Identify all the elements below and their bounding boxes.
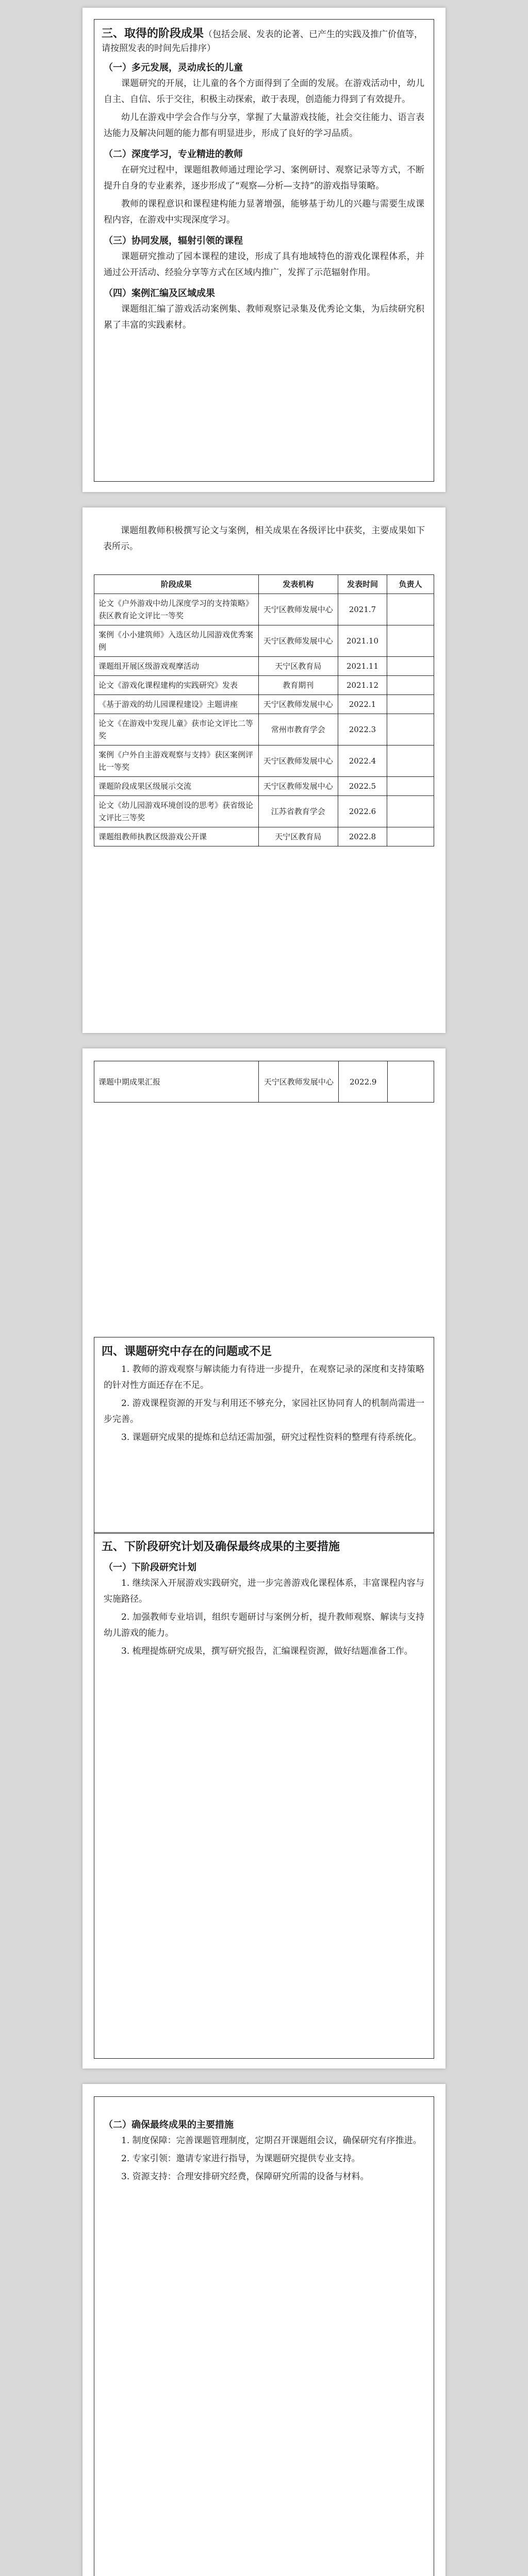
result-org: 教育期刊 bbox=[258, 676, 338, 695]
subsection-3-2-para: 教师的课程意识和课程建构能力显著增强，能够基于幼儿的兴趣与需要生成课程内容，在游戏中实现深度学习。 bbox=[104, 199, 424, 225]
page-1 bbox=[82, 8, 446, 492]
section-5-cell bbox=[94, 1532, 434, 2059]
result-date: 2022.5 bbox=[338, 777, 387, 796]
subsection-3-2-para: 在研究过程中，课题组教师通过理论学习、案例研讨、观察记录等方式，不断提升自身的专业素养，逐步形成了“观察—分析—支持”的游戏指导策略。 bbox=[104, 165, 424, 191]
result-person bbox=[387, 714, 434, 745]
section-3-header bbox=[94, 20, 434, 56]
subsection-3-3-title: （三）协同发展，辐射引领的课程 bbox=[104, 235, 243, 246]
table-row bbox=[94, 714, 434, 745]
result-name: 论文《游戏化课程建构的实践研究》发表 bbox=[94, 676, 259, 695]
page-4 bbox=[82, 2084, 446, 2576]
result-date: 2022.1 bbox=[338, 695, 387, 714]
result-org: 天宁区教师发展中心 bbox=[258, 625, 338, 657]
result-name: 课题组教师执教区级游戏公开课 bbox=[94, 827, 259, 846]
subsection-5-2-para: 2. 专家引领：邀请专家进行指导，为课题研究提供专业支持。 bbox=[121, 2154, 360, 2164]
result-person bbox=[387, 676, 434, 695]
result-person bbox=[387, 796, 434, 827]
section-3-tail-para: 课题组教师积极撰写论文与案例，相关成果在各级评比中获奖，主要成果如下表所示。 bbox=[103, 526, 425, 552]
table-row bbox=[94, 796, 434, 827]
result-name: 论文《在游戏中发现儿童》获市论文评比二等奖 bbox=[94, 714, 259, 745]
table-row bbox=[94, 695, 434, 714]
page-3 bbox=[82, 1048, 446, 2069]
result-date: 2022.9 bbox=[339, 1061, 388, 1103]
result-name: 论文《户外游戏中幼儿深度学习的支持策略》获区教育论文评比一等奖 bbox=[94, 594, 259, 625]
subsection-5-2-title: （二）确保最终成果的主要措施 bbox=[104, 2120, 234, 2130]
result-date: 2021.12 bbox=[338, 676, 387, 695]
result-name: 案例《户外自主游戏观察与支持》获区案例评比一等奖 bbox=[94, 745, 259, 777]
result-date: 2021.7 bbox=[338, 594, 387, 625]
result-org: 天宁区教师发展中心 bbox=[258, 695, 338, 714]
result-date: 2022.8 bbox=[338, 827, 387, 846]
subsection-5-1-para: 3. 梳理提炼研究成果，撰写研究报告，汇编课程资源，做好结题准备工作。 bbox=[121, 1646, 413, 1656]
subsection-5-2-para: 3. 资源支持：合理安排研究经费，保障研究所需的设备与材料。 bbox=[121, 2172, 369, 2182]
result-name: 课题阶段成果区级展示交流 bbox=[94, 777, 259, 796]
table-row bbox=[94, 594, 434, 625]
section-4-cell bbox=[94, 1337, 434, 1534]
result-name: 课题组开展区级游戏观摩活动 bbox=[94, 657, 259, 676]
table-row bbox=[94, 625, 434, 657]
section-3-title: 三、取得的阶段成果 bbox=[102, 27, 204, 40]
result-name: 《基于游戏的幼儿园课程建设》主题讲座 bbox=[94, 695, 259, 714]
subsection-3-4-title: （四）案例汇编及区域成果 bbox=[104, 288, 215, 299]
section-4-para: 1. 教师的游戏观察与解读能力有待进一步提升，在观察记录的深度和支持策略的针对性方面还存在不足。 bbox=[104, 1364, 424, 1391]
result-name: 课题中期成果汇报 bbox=[94, 1061, 259, 1103]
result-org: 天宁区教育局 bbox=[258, 657, 338, 676]
subsection-5-1-title: （一）下阶段研究计划 bbox=[104, 1562, 196, 1573]
section-4-para: 2. 游戏课程资源的开发与利用还不够充分，家园社区协同育人的机制尚需进一步完善。 bbox=[104, 1398, 424, 1425]
result-date: 2021.10 bbox=[338, 625, 387, 657]
section-4-para: 3. 课题研究成果的提炼和总结还需加强，研究过程性资料的整理有待系统化。 bbox=[121, 1432, 422, 1443]
result-date: 2022.4 bbox=[338, 745, 387, 777]
subsection-5-1-para: 2. 加强教师专业培训，组织专题研讨与案例分析，提升教师观察、解读与支持幼儿游戏的能力。 bbox=[104, 1612, 424, 1638]
subsection-3-2-title: （二）深度学习，专业精进的教师 bbox=[104, 149, 243, 160]
result-org: 天宁区教师发展中心 bbox=[258, 777, 338, 796]
table-row bbox=[94, 1061, 434, 1103]
header-person: 负责人 bbox=[387, 575, 434, 594]
result-person bbox=[387, 745, 434, 777]
table-row bbox=[94, 777, 434, 796]
result-date: 2022.6 bbox=[338, 796, 387, 827]
result-org: 常州市教育学会 bbox=[258, 714, 338, 745]
results-table bbox=[94, 574, 434, 846]
section-3-note: （包括会展、发表的论著、已产生的实践及推广价值等，请按照发表的时间先后排序） bbox=[102, 29, 423, 54]
header-result: 阶段成果 bbox=[94, 575, 259, 594]
result-person bbox=[387, 695, 434, 714]
result-org: 天宁区教师发展中心 bbox=[259, 1061, 339, 1103]
subsection-3-3-para: 课题研究推动了园本课程的建设，形成了具有地域特色的游戏化课程体系，并通过公开活动、经验分享等方式在区域内推广，发挥了示范辐射作用。 bbox=[104, 251, 424, 278]
header-date: 发表时间 bbox=[338, 575, 387, 594]
subsection-3-1-title: （一）多元发展，灵动成长的儿童 bbox=[104, 62, 243, 73]
result-person bbox=[387, 777, 434, 796]
section-4-title: 四、课题研究中存在的问题或不足 bbox=[102, 1345, 272, 1358]
subsection-5-1-para: 1. 继续深入开展游戏实践研究，进一步完善游戏化课程体系，丰富课程内容与实施路径。 bbox=[104, 1578, 424, 1604]
section-5-cell-continued bbox=[94, 2096, 434, 2576]
result-org: 天宁区教育局 bbox=[258, 827, 338, 846]
subsection-3-1-para: 课题研究的开展，让儿童的各个方面得到了全面的发展。在游戏活动中，幼儿自主、自信、乐于交往，积极主动探索，敢于表现，创造能力得到了有效提升。 bbox=[104, 78, 424, 105]
section-5-title: 五、下阶段研究计划及确保最终成果的主要措施 bbox=[102, 1540, 340, 1553]
header-org: 发表机构 bbox=[258, 575, 338, 594]
result-org: 江苏省教育学会 bbox=[258, 796, 338, 827]
result-person bbox=[388, 1061, 434, 1103]
result-person bbox=[387, 625, 434, 657]
result-person bbox=[387, 657, 434, 676]
section-3-cell bbox=[94, 19, 434, 482]
result-person bbox=[387, 594, 434, 625]
result-name: 论文《幼儿园游戏环境创设的思考》获省级论文评比三等奖 bbox=[94, 796, 259, 827]
page-2 bbox=[82, 507, 446, 1033]
table-row bbox=[94, 827, 434, 846]
result-date: 2022.3 bbox=[338, 714, 387, 745]
subsection-3-1-para: 幼儿在游戏中学会合作与分享，掌握了大量游戏技能，社会交往能力、语言表达能力及解决问题的能力都有明显进步，形成了良好的学习品质。 bbox=[104, 112, 424, 139]
result-org: 天宁区教师发展中心 bbox=[258, 745, 338, 777]
result-date: 2021.11 bbox=[338, 657, 387, 676]
table-row bbox=[94, 676, 434, 695]
result-org: 天宁区教师发展中心 bbox=[258, 594, 338, 625]
results-table-header-row bbox=[94, 575, 434, 594]
subsection-5-2-para: 1. 制度保障：完善课题管理制度，定期召开课题组会议，确保研究有序推进。 bbox=[121, 2136, 422, 2146]
result-name: 案例《小小建筑师》入选区幼儿园游戏优秀案例 bbox=[94, 625, 259, 657]
results-table-continued bbox=[94, 1061, 434, 1103]
table-row bbox=[94, 657, 434, 676]
table-row bbox=[94, 745, 434, 777]
subsection-3-4-para: 课题组汇编了游戏活动案例集、教师观察记录集及优秀论文集，为后续研究积累了丰富的实践素材。 bbox=[104, 304, 424, 330]
result-person bbox=[387, 827, 434, 846]
